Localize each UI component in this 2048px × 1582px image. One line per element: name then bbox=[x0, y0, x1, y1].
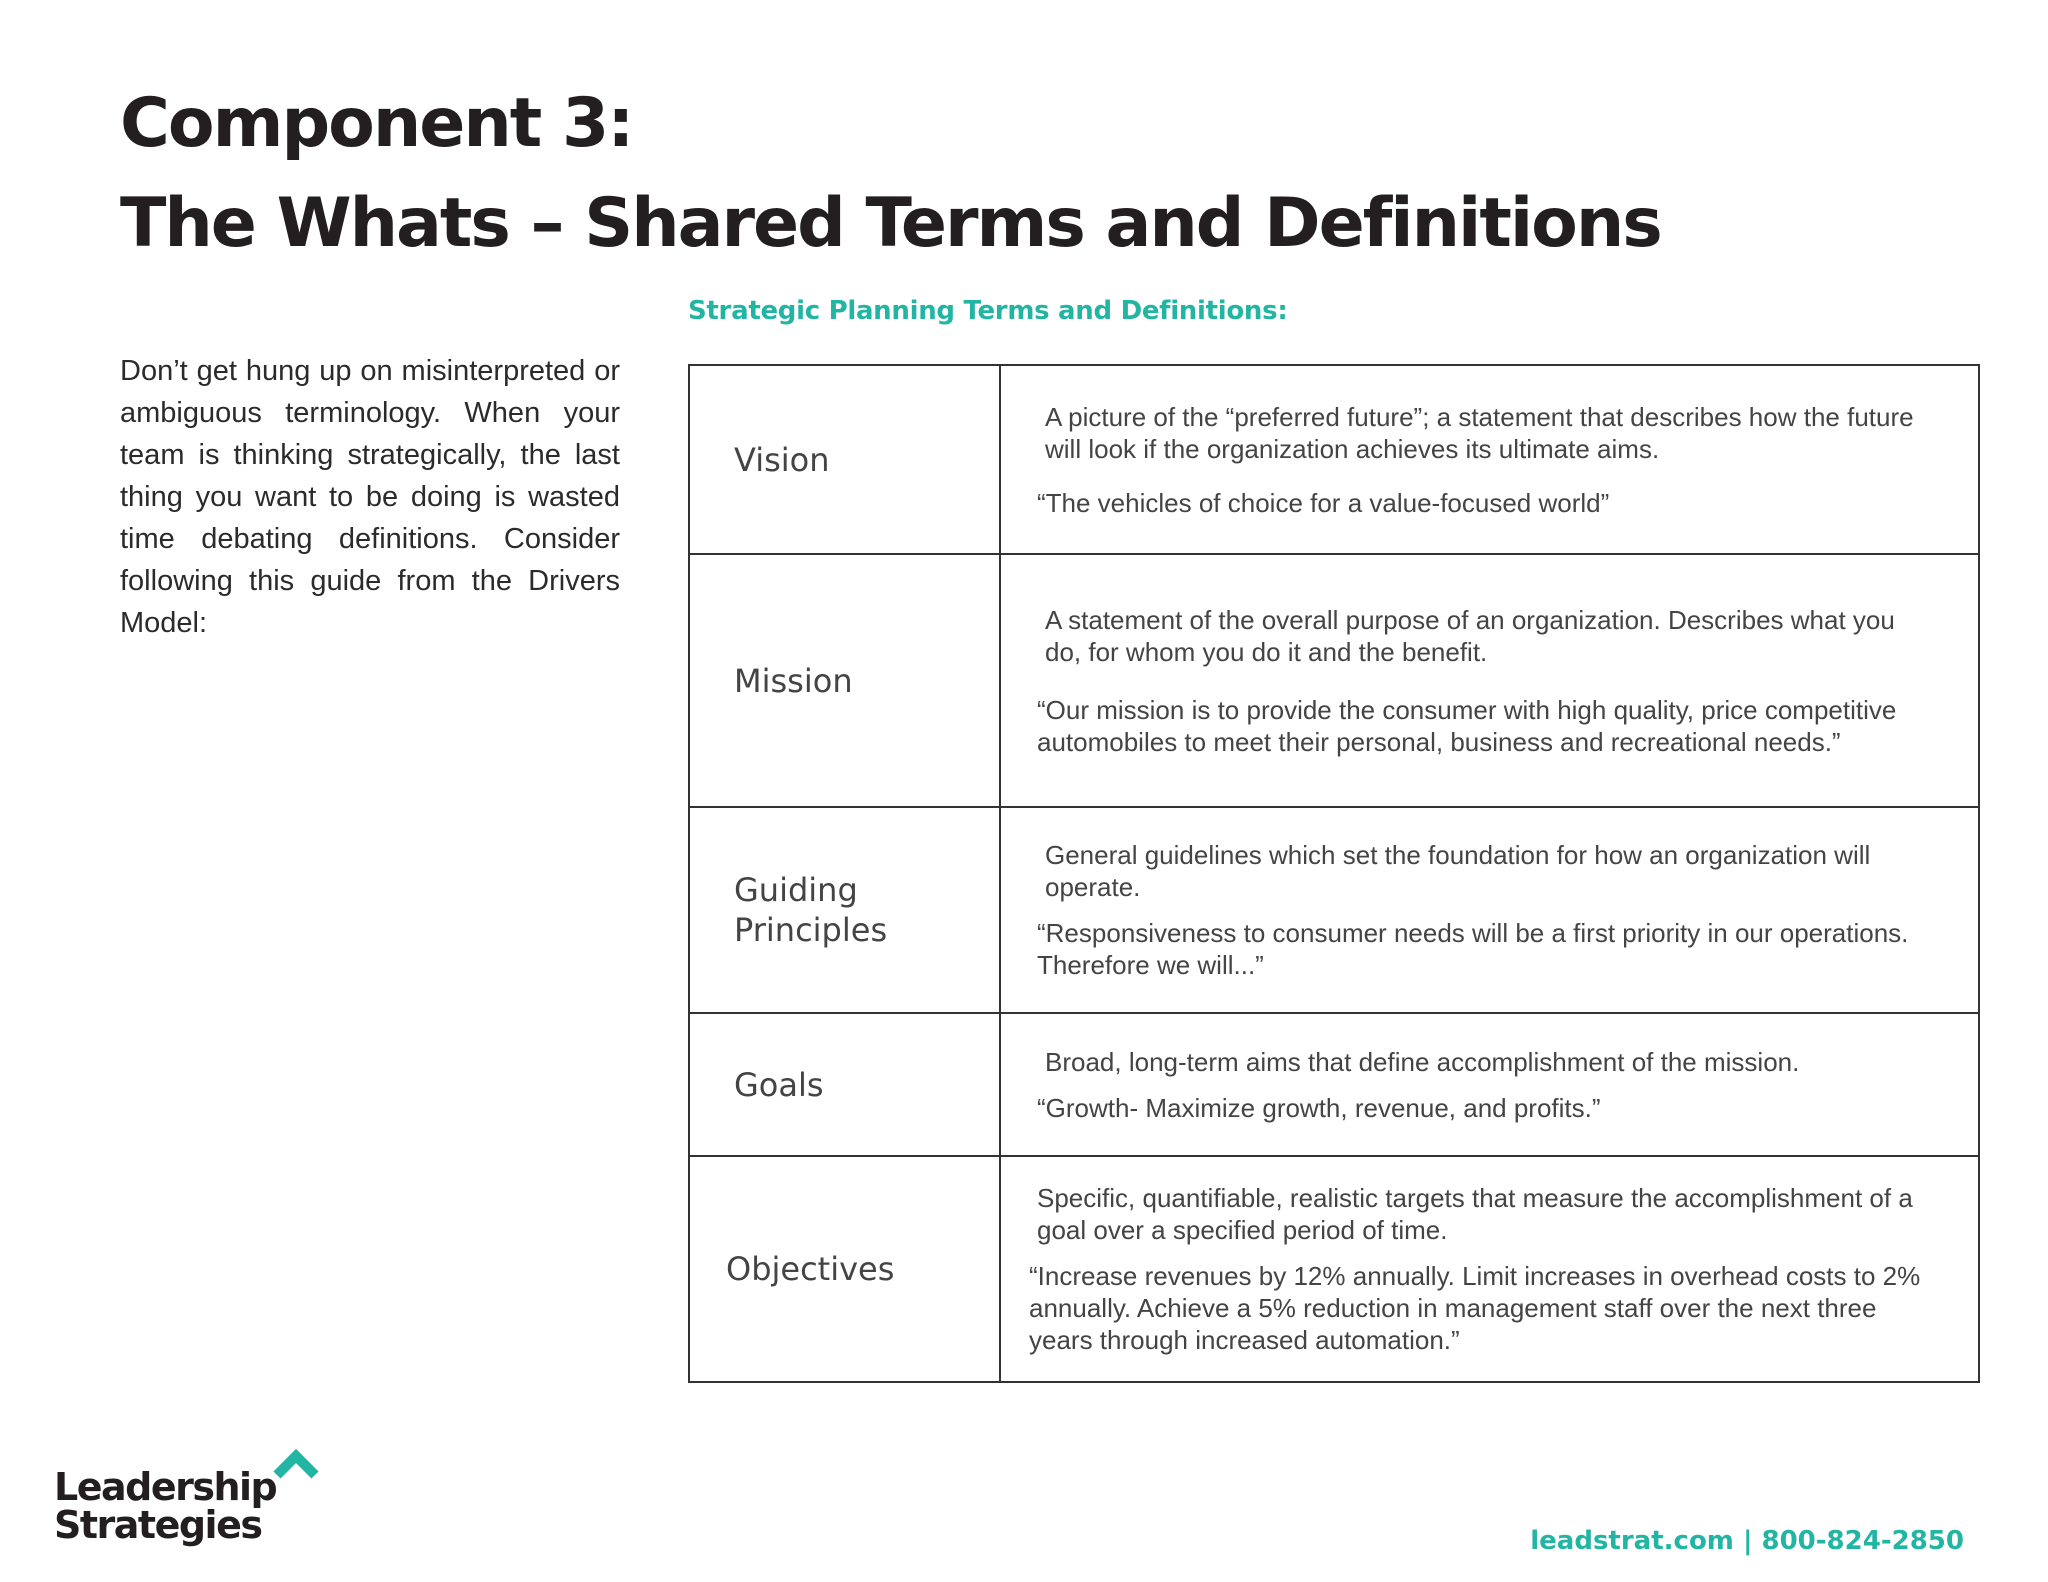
table-row-mission bbox=[689, 554, 1979, 807]
footer-contact: leadstrat.com | 800-824-2850 bbox=[1530, 1526, 1964, 1556]
definition-cell bbox=[1000, 1156, 1979, 1382]
example-text: “Growth- Maximize growth, revenue, and profits.” bbox=[1037, 1092, 1601, 1123]
term-cell: Objectives bbox=[689, 1156, 1000, 1382]
table-row-vision bbox=[689, 365, 1979, 554]
definition-cell bbox=[1000, 365, 1979, 554]
example-text: “Increase revenues by 12% annually. Limit increases in overhead costs to 2% annually. Achieve a 5% reduction in management staff over the next three years through increased automation.” bbox=[1029, 1261, 1921, 1355]
logo-line-1: Leadership bbox=[54, 1465, 277, 1509]
page-title-line-1: Component 3: bbox=[120, 84, 633, 163]
logo-line-2: Strategies bbox=[54, 1503, 262, 1547]
intro-paragraph: Don’t get hung up on misinterpreted or ambiguous terminology. When your team is thinking strategically, the last thing you want to be doing is wasted time debating definitions. Consider following this guide from the Drivers Model: bbox=[120, 355, 620, 639]
table-row-objectives bbox=[689, 1156, 1979, 1382]
definition-cell bbox=[1000, 1013, 1979, 1156]
table-row-guiding-principles bbox=[689, 807, 1979, 1013]
logo-wordmark bbox=[54, 1465, 277, 1547]
table-row-goals bbox=[689, 1013, 1979, 1156]
term-cell: Goals bbox=[689, 1013, 1000, 1156]
term-cell: Vision bbox=[689, 365, 1000, 554]
table-heading: Strategic Planning Terms and Definitions: bbox=[688, 296, 1288, 326]
definition-cell bbox=[1000, 807, 1979, 1013]
definition-text: A picture of the “preferred future”; a statement that describes how the future will look if the organization achieves its ultimate aims. bbox=[1045, 401, 1914, 464]
definition-text: General guidelines which set the foundation for how an organization will operate. bbox=[1045, 840, 1871, 902]
example-text: “Responsiveness to consumer needs will be a first priority in our operations. Therefore we will...” bbox=[1037, 918, 1909, 980]
chevron-up-icon bbox=[272, 1446, 320, 1480]
definition-text: Broad, long-term aims that define accomplishment of the mission. bbox=[1045, 1046, 1800, 1077]
term-cell: Mission bbox=[689, 554, 1000, 807]
example-text: “Our mission is to provide the consumer with high quality, price competitive automobiles to meet their personal, business and recreational needs.” bbox=[1037, 694, 1897, 757]
term-cell: Guiding Principles bbox=[689, 807, 1000, 1013]
page-title-line-2: The Whats – Shared Terms and Definitions bbox=[120, 184, 1661, 263]
page-title bbox=[120, 74, 1661, 274]
terms-table bbox=[688, 364, 1980, 1383]
leadership-strategies-logo bbox=[54, 1446, 334, 1556]
definition-cell bbox=[1000, 554, 1979, 807]
definition-text: A statement of the overall purpose of an organization. Describes what you do, for whom you do it and the benefit. bbox=[1045, 604, 1895, 667]
example-text: “The vehicles of choice for a value-focused world” bbox=[1037, 487, 1610, 518]
definition-text: Specific, quantifiable, realistic targets that measure the accomplishment of a goal over a specified period of time. bbox=[1037, 1183, 1913, 1245]
